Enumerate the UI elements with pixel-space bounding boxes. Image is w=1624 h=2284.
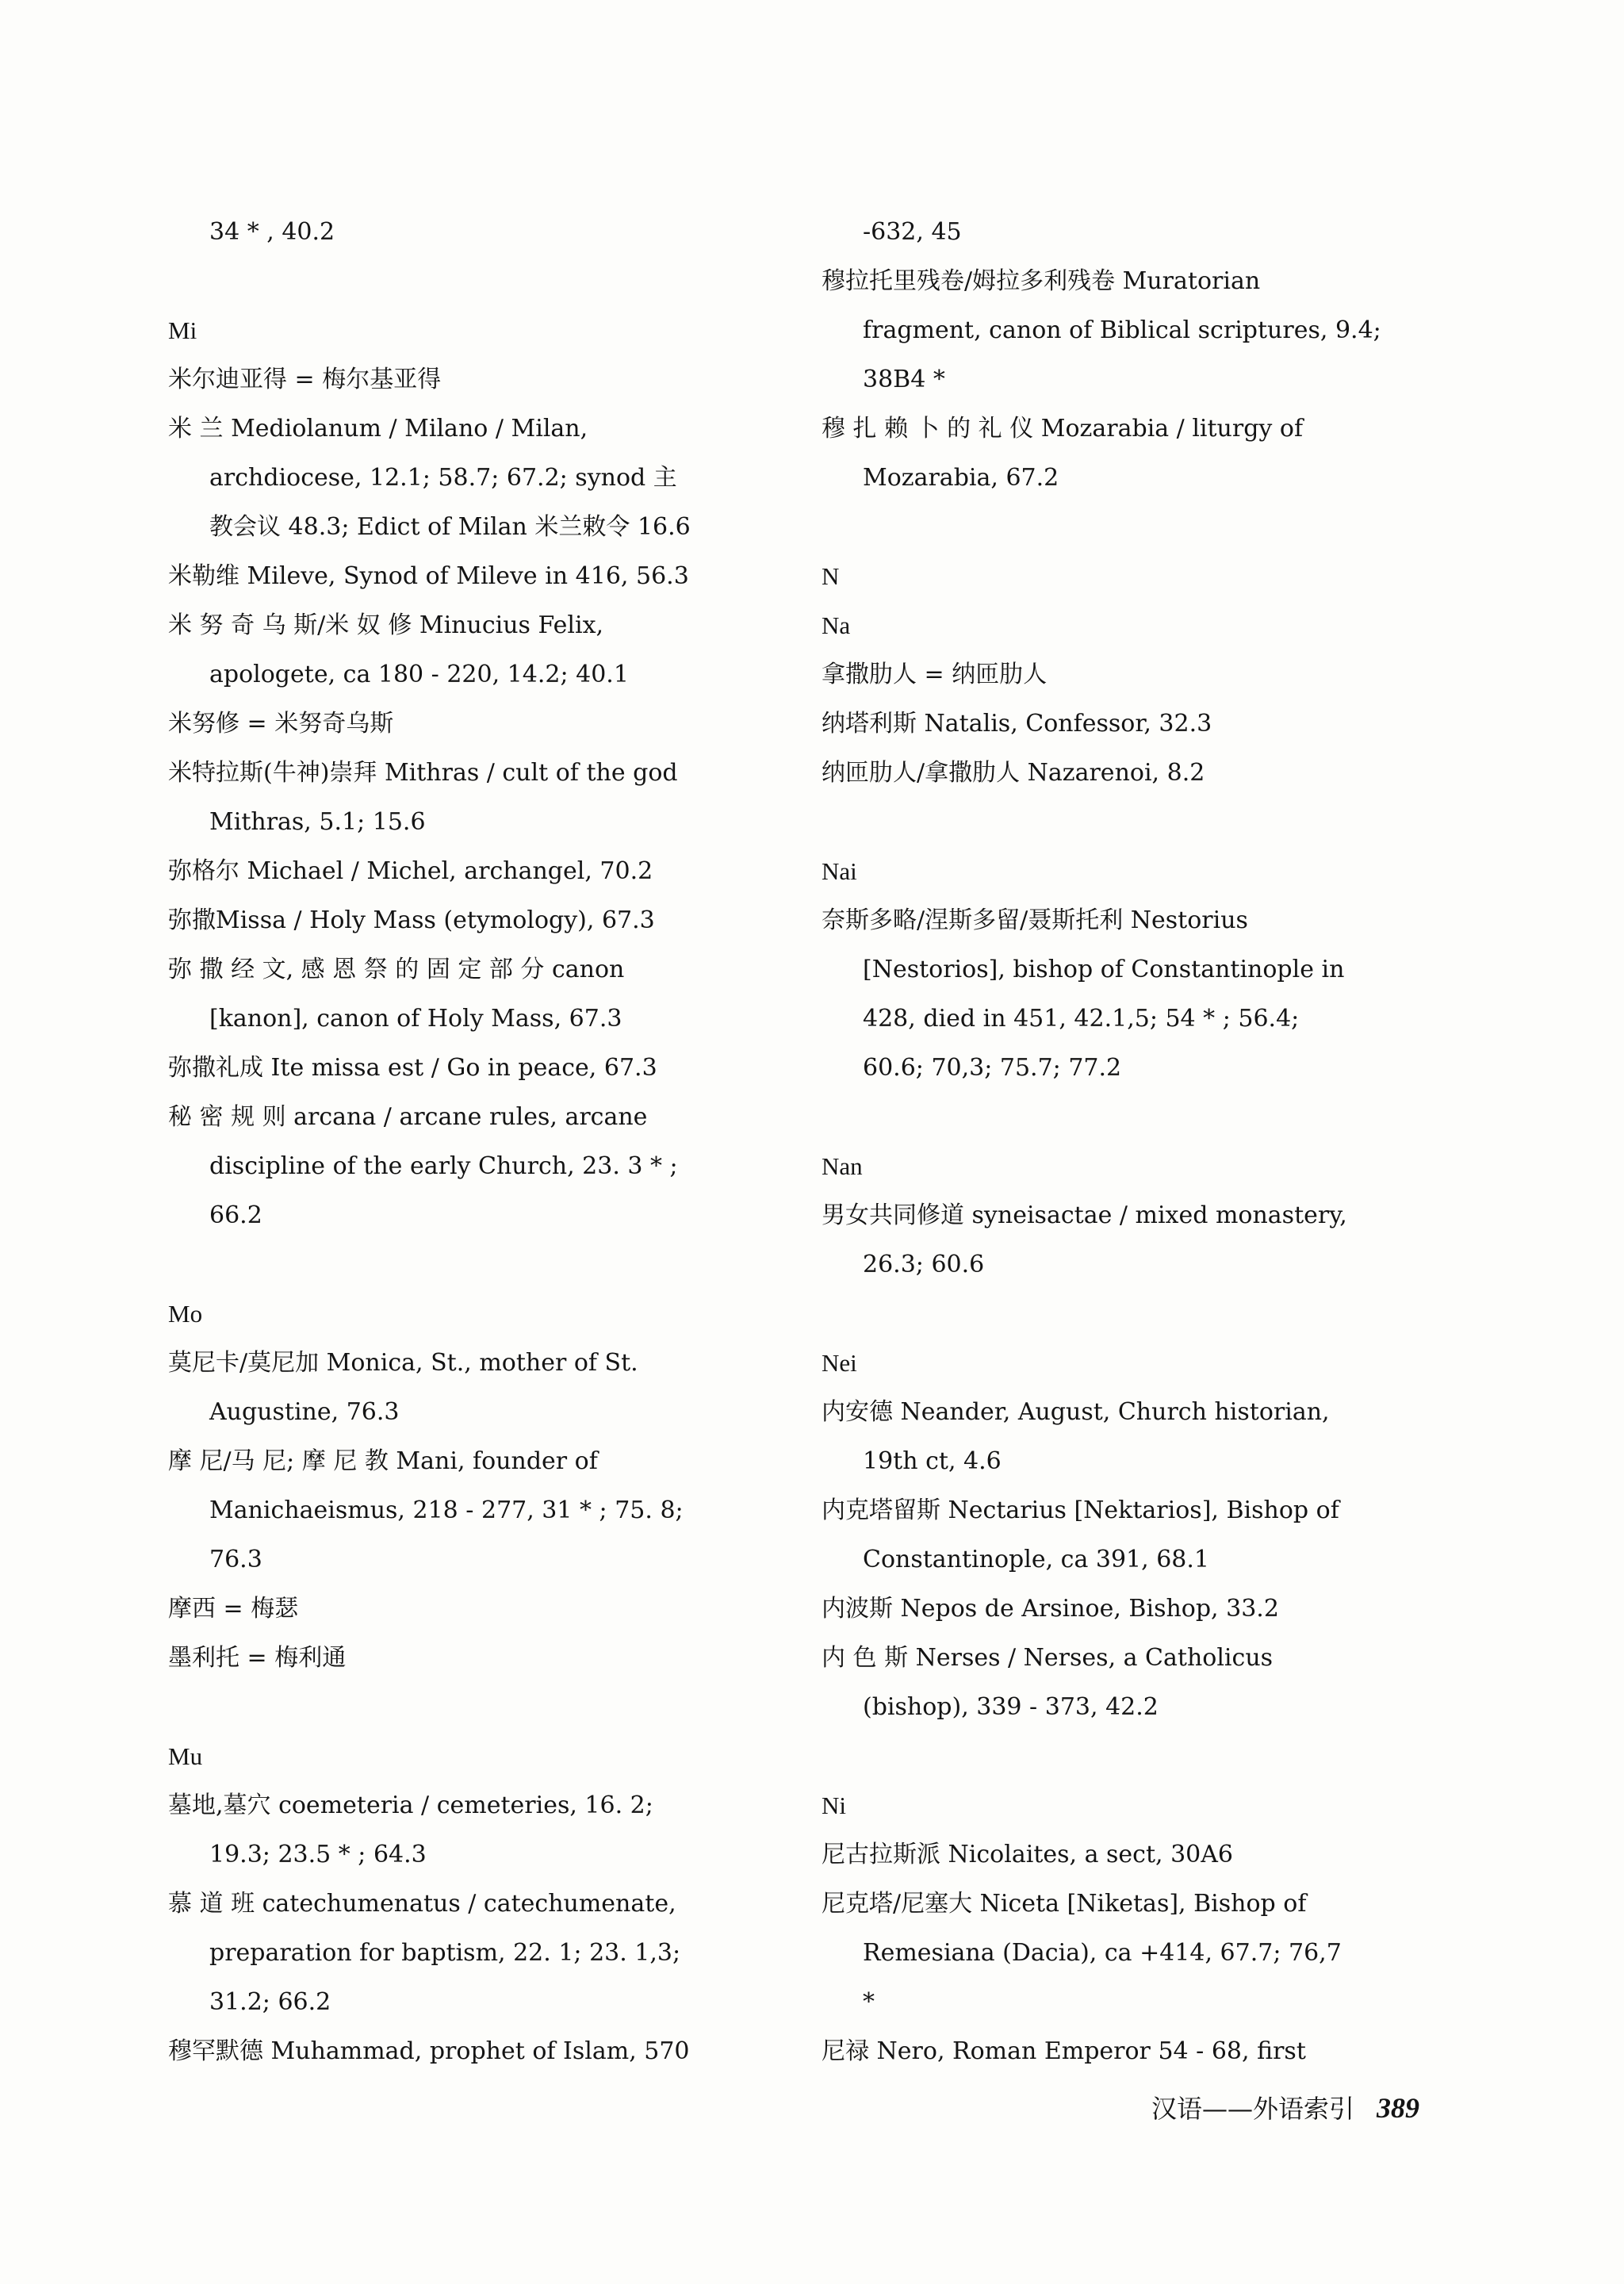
index-entry-continuation: discipline of the early Church, 23. 3 * ; <box>209 1152 678 1180</box>
index-entry-continuation: 66.2 <box>209 1201 262 1229</box>
index-entry-continuation: 26.3; 60.6 <box>863 1251 985 1278</box>
section-heading: Mo <box>168 1300 203 1328</box>
index-entry: 慕 道 班 catechumenatus / catechumenate, <box>168 1890 676 1918</box>
index-entry: 纳匝肋人/拿撒肋人 Nazarenoi, 8.2 <box>822 759 1205 787</box>
index-entry-continuation: 428, died in 451, 42.1,5; 54 * ; 56.4; <box>863 1005 1300 1033</box>
index-entry-continuation: * <box>863 1988 875 2016</box>
left-column <box>168 208 771 2076</box>
index-entry: 穆拉托里残卷/姆拉多利残卷 Muratorian <box>822 267 1261 295</box>
index-entry-continuation: Constantinople, ca 391, 68.1 <box>863 1546 1210 1573</box>
index-entry-continuation: 38B4 * <box>863 366 945 393</box>
index-entry: 内 色 斯 Nerses / Nerses, a Catholicus <box>822 1644 1274 1672</box>
section-heading: Ni <box>822 1792 846 1819</box>
index-entry: 米 兰 Mediolanum / Milano / Milan, <box>168 415 588 443</box>
index-entry-continuation: apologete, ca 180 - 220, 14.2; 40.1 <box>209 661 629 688</box>
section-heading: Nei <box>822 1349 857 1377</box>
index-entry: 米勒维 Mileve, Synod of Mileve in 416, 56.3 <box>168 562 689 590</box>
index-entry-continuation: Mithras, 5.1; 15.6 <box>209 808 426 836</box>
index-entry-continuation: 教会议 48.3; Edict of Milan 米兰敕令 16.6 <box>209 513 691 541</box>
index-entry-continuation: fragment, canon of Biblical scriptures, 9.4; <box>863 316 1381 344</box>
index-entry-continuation: 31.2; 66.2 <box>209 1988 331 2016</box>
spacer <box>168 1683 771 1732</box>
index-entry: 墨利托 = 梅利通 <box>168 1644 347 1672</box>
index-entry-continuation: 19.3; 23.5 * ; 64.3 <box>209 1841 427 1868</box>
index-entry-continuation: 19th ct, 4.6 <box>863 1447 1002 1475</box>
page-footer <box>1151 2089 1419 2125</box>
spacer <box>822 1732 1424 1781</box>
index-entry-continuation: [kanon], canon of Holy Mass, 67.3 <box>209 1005 622 1033</box>
index-entry: 内克塔留斯 Nectarius [Nektarios], Bishop of <box>822 1496 1339 1524</box>
index-entry: 男女共同修道 syneisactae / mixed monastery, <box>822 1201 1347 1229</box>
index-entry: 弥撒Missa / Holy Mass (etymology), 67.3 <box>168 906 655 934</box>
spacer <box>168 1240 771 1290</box>
index-entry: 米努修 = 米努奇乌斯 <box>168 710 394 738</box>
index-entry: 尼克塔/尼塞大 Niceta [Niketas], Bishop of <box>822 1890 1307 1918</box>
index-entry: 弥 撒 经 文, 感 恩 祭 的 固 定 部 分 canon <box>168 956 625 983</box>
index-entry: 米特拉斯(牛神)崇拜 Mithras / cult of the god <box>168 759 678 787</box>
index-entry-continuation: Manichaeismus, 218 - 277, 31 * ; 75. 8; <box>209 1496 684 1524</box>
index-entry-continuation: [Nestorios], bishop of Constantinople in <box>863 956 1345 983</box>
section-heading: Nan <box>822 1152 863 1180</box>
index-entry: 摩西 = 梅瑟 <box>168 1595 299 1623</box>
index-entry-continuation: 34 * , 40.2 <box>209 218 335 246</box>
running-footer-title: 汉语——外语索引 <box>1151 2094 1355 2124</box>
index-entry: 纳塔利斯 Natalis, Confessor, 32.3 <box>822 710 1212 738</box>
index-entry: 穆 扎 赖 卜 的 礼 仪 Mozarabia / liturgy of <box>822 415 1304 443</box>
spacer <box>822 798 1424 847</box>
index-entry-continuation: (bishop), 339 - 373, 42.2 <box>863 1693 1159 1721</box>
index-entry-continuation: Remesiana (Dacia), ca +414, 67.7; 76,7 <box>863 1939 1342 1967</box>
page-number: 389 <box>1377 2092 1420 2124</box>
index-entry: 穆罕默德 Muhammad, prophet of Islam, 570 <box>168 2037 690 2065</box>
index-entry: 弥撒礼成 Ite missa est / Go in peace, 67.3 <box>168 1054 657 1082</box>
spacer <box>168 257 771 306</box>
right-column <box>822 208 1424 2076</box>
index-entry-continuation: preparation for baptism, 22. 1; 23. 1,3; <box>209 1939 681 1967</box>
index-entry-continuation: archdiocese, 12.1; 58.7; 67.2; synod 主 <box>209 464 677 492</box>
spacer <box>822 503 1424 552</box>
section-heading: Na <box>822 611 851 639</box>
index-entry: 奈斯多略/涅斯多留/聂斯托利 Nestorius <box>822 906 1248 934</box>
section-heading: N <box>822 562 840 590</box>
index-entry: 内安德 Neander, August, Church historian, <box>822 1398 1330 1426</box>
index-entry-continuation: 60.6; 70,3; 75.7; 77.2 <box>863 1054 1122 1082</box>
spacer <box>822 1093 1424 1142</box>
index-entry: 拿撒肋人 = 纳匝肋人 <box>822 661 1048 688</box>
index-entry-continuation: Mozarabia, 67.2 <box>863 464 1059 492</box>
index-entry: 米尔迪亚得 = 梅尔基亚得 <box>168 366 442 393</box>
index-entry-continuation: 76.3 <box>209 1546 262 1573</box>
index-entry: 米 努 奇 乌 斯/米 奴 修 Minucius Felix, <box>168 611 604 639</box>
index-entry: 弥格尔 Michael / Michel, archangel, 70.2 <box>168 857 653 885</box>
section-heading: Mi <box>168 316 197 344</box>
index-entry: 秘 密 规 则 arcana / arcane rules, arcane <box>168 1103 648 1131</box>
index-entry: 墓地,墓穴 coemeteria / cemeteries, 16. 2; <box>168 1792 653 1819</box>
spacer <box>822 1290 1424 1339</box>
index-entry-continuation: Augustine, 76.3 <box>209 1398 400 1426</box>
index-entry: 尼禄 Nero, Roman Emperor 54 - 68, first <box>822 2037 1306 2065</box>
index-entry: 尼古拉斯派 Nicolaites, a sect, 30A6 <box>822 1841 1234 1868</box>
index-entry: 莫尼卡/莫尼加 Monica, St., mother of St. <box>168 1349 638 1377</box>
index-entry-continuation: -632, 45 <box>863 218 962 246</box>
section-heading: Nai <box>822 857 857 885</box>
index-entry: 摩 尼/马 尼; 摩 尼 教 Mani, founder of <box>168 1447 598 1475</box>
index-entry: 内波斯 Nepos de Arsinoe, Bishop, 33.2 <box>822 1595 1279 1623</box>
section-heading: Mu <box>168 1742 203 1770</box>
